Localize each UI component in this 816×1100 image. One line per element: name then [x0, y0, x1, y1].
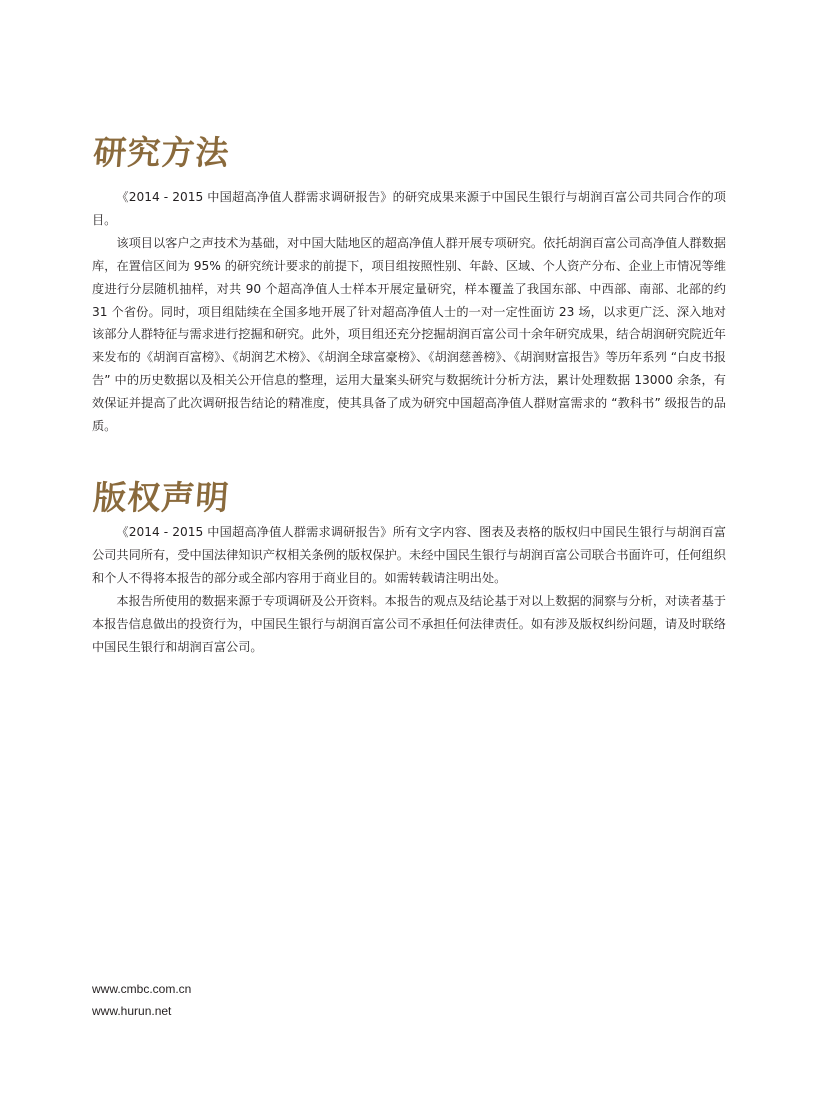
copyright-section-title: 版权声明 [92, 478, 231, 517]
copyright-section-body [92, 521, 726, 658]
footer-links [92, 978, 191, 1022]
copyright-paragraph-1: 《2014 - 2015 中国超高净值人群需求调研报告》所有文字内容、图表及表格的版权归中国民生银行与胡润百富公司共同所有，受中国法律知识产权相关条例的版权保护。未经中国民生银行与胡润百富公司联合书面许可，任何组织和个人不得将本报告的部分或全部内容用于商业目的。如需转载请注明出处。 [92, 525, 726, 585]
methods-section-title: 研究方法 [92, 133, 231, 172]
copyright-paragraph-2: 本报告所使用的数据来源于专项调研及公开资料。本报告的观点及结论基于对以上数据的洞察与分析，对读者基于本报告信息做出的投资行为，中国民生银行与胡润百富公司不承担任何法律责任。如有涉及版权纠纷问题，请及时联络中国民生银行和胡润百富公司。 [92, 593, 726, 654]
methods-paragraph-1: 《2014 - 2015 中国超高净值人群需求调研报告》的研究成果来源于中国民生银行与胡润百富公司共同合作的项目。 [92, 190, 726, 227]
cmbc-website-link[interactable]: www.cmbc.com.cn [92, 982, 192, 996]
methods-section-body [92, 186, 726, 438]
hurun-website-link[interactable]: www.hurun.net [92, 1004, 172, 1018]
methods-paragraph-2: 该项目以客户之声技术为基础，对中国大陆地区的超高净值人群开展专项研究。依托胡润百富公司高净值人群数据库，在置信区间为 95% 的研究统计要求的前提下，项目组按照性别、年龄、区域、个人资产分布、企业上市情况等维度进行分层随机抽样，对共 90 个超高净值人士样本开展定量研究，样本覆盖了我国东部、中西部、南部、北部的约 31 个省份。同时，项目组陆续在全国多地开展了针对超高净值人士的一对一定性面访 23 场，以求更广泛、深入地对该部分人群特征与需求进行挖掘和研究。此外，项目组还充分挖掘胡润百富公司十余年研究成果，结合胡润研究院近年来发布的《胡润百富榜》、《胡润艺术榜》、《胡润全球富豪榜》、《胡润慈善榜》、《胡润财富报告》等历年系列 “白皮书报告” 中的历史数据以及相关公开信息的整理，运用大量案头研究与数据统计分析方法，累计处理数据 13000 余条，有效保证并提高了此次调研报告结论的精准度，使其具备了成为研究中国超高净值人群财富需求的 “教科书” 级报告的品质。 [92, 235, 726, 434]
